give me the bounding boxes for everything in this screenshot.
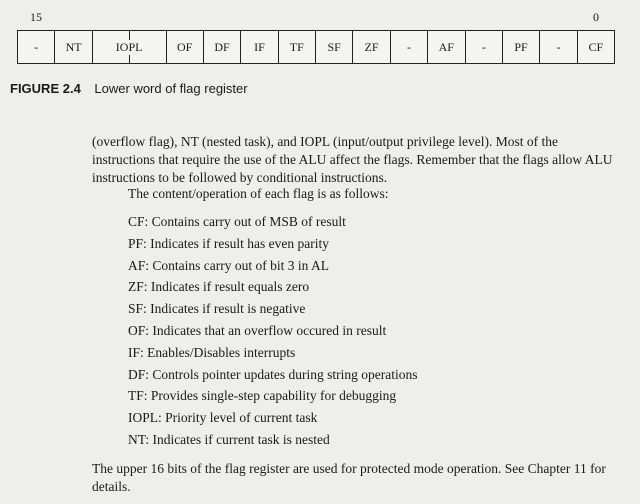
register-cell-df: DF [204,31,241,63]
bit-number-0: 0 [593,10,599,24]
register-cell-pf: PF [503,31,540,63]
figure-caption [10,81,248,96]
list-item: IF: Enables/Disables interrupts [128,344,296,360]
register-cell-reserved: - [391,31,428,63]
register-cell-nt: NT [55,31,92,63]
register-cell-if: IF [241,31,278,63]
list-item: IOPL: Priority level of current task [128,410,318,426]
register-cell-reserved: - [466,31,503,63]
flag-register-diagram [17,30,615,64]
list-item: PF: Indicates if result has even parity [128,235,329,251]
list-item: OF: Indicates that an overflow occured in result [128,322,387,338]
intro-paragraph: (overflow flag), NT (nested task), and IOPL (input/output privilege level). Most of the instructions that require the use of the ALU affect the flags. Remember that the flags allow ALU instructions to be followed by conditional instructions. [92,134,613,185]
register-cell-af: AF [428,31,465,63]
register-cell-of: OF [167,31,204,63]
register-cell-reserved: - [540,31,577,63]
list-item: SF: Indicates if result is negative [128,301,306,317]
register-cell-iopl [93,31,167,63]
flag-description-list [128,211,417,451]
list-item: ZF: Indicates if result equals zero [128,279,310,295]
figure-label: FIGURE 2.4 [10,81,81,96]
register-cell-cf: CF [588,39,604,54]
list-item: CF: Contains carry out of MSB of result [128,214,346,229]
register-cell-sf: SF [316,31,353,63]
register-cell-iopl-label: IOPL [115,39,143,54]
register-cell-reserved: - [18,31,55,63]
list-item: TF: Provides single-step capability for debugging [128,388,397,404]
list-item: NT: Indicates if current task is nested [128,431,330,447]
register-cell-tf: TF [279,31,316,63]
list-item: AF: Contains carry out of bit 3 in AL [128,257,329,273]
list-item: DF: Controls pointer updates during string operations [128,366,418,382]
register-cell-zf: ZF [353,31,390,63]
figure-caption-text: Lower word of flag register [94,81,248,96]
flag-list-intro: The content/operation of each flag is as follows: [128,186,389,201]
closing-paragraph: The upper 16 bits of the flag register are used for protected mode operation. See Chapter 11 for details. [92,461,606,494]
bit-number-15: 15 [30,10,42,24]
